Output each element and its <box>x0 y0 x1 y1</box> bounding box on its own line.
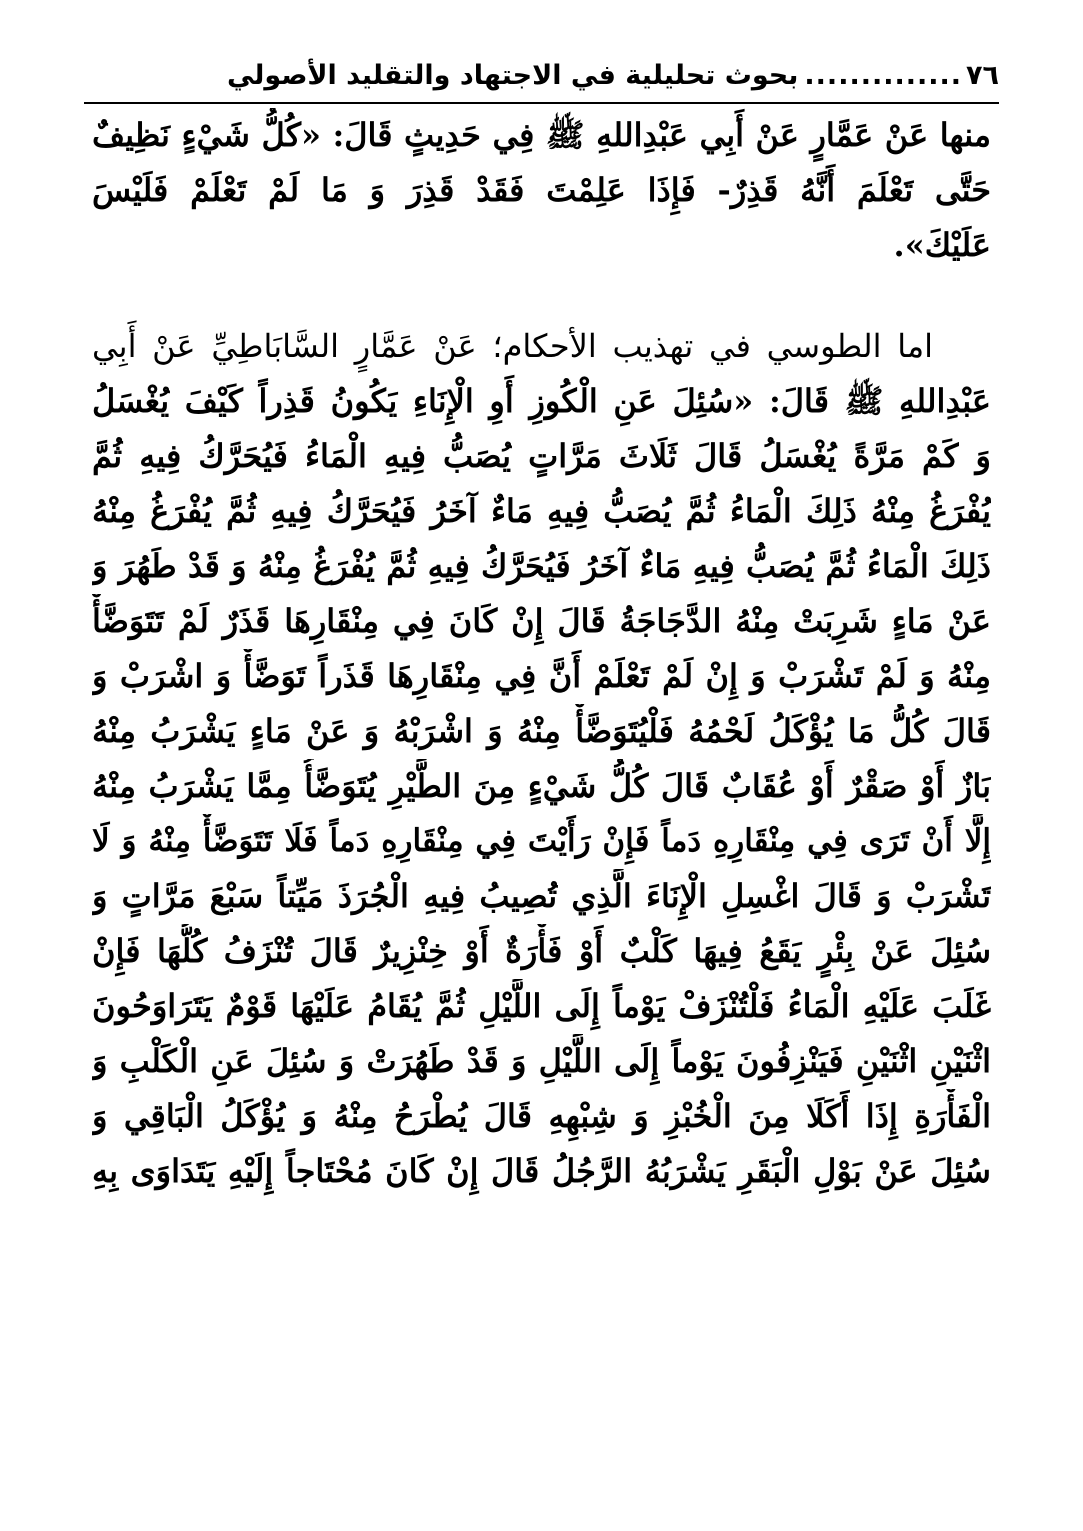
body-text <box>92 108 991 1199</box>
paragraph-2 <box>92 319 991 1199</box>
text-line: اما الطوسي في تهذيب الأحكام؛ عَنْ عَمَّارٍ السَّابَاطِيِّ عَنْ أَبِي <box>92 327 933 365</box>
header-leader-dots: .............. <box>804 59 963 91</box>
text-line: سُئِلَ عَنْ بَوْلِ الْبَقَرِ يَشْرَبُهُ الرَّجُلُ قَالَ إِنْ كَانَ مُحْتَاجاً إِلَيْهِ يَتَدَاوَى بِهِ <box>92 1152 991 1190</box>
text-line: عَلَيْكَ». <box>893 226 991 264</box>
text-line: تَشْرَبْ وَ قَالَ اغْسِلِ الْإِنَاءَ الَّذِي تُصِيبُ فِيهِ الْجُرَذَ مَيِّتاً سَبْعَ مَرَّاتٍ وَ <box>92 877 991 915</box>
running-title: بحوث تحليلية في الاجتهاد والتقليد الأصولي <box>226 59 799 91</box>
paragraph-1 <box>92 108 991 273</box>
page-number: ٧٦ <box>966 59 999 91</box>
text-line: سُئِلَ عَنْ بِئْرٍ يَقَعُ فِيهَا كَلْبٌ أَوْ فَأْرَةٌ أَوْ خِنْزِيرٌ قَالَ تُنْزَفُ كُلُّهَا فَإِنْ <box>92 932 991 970</box>
text-line: الْفَأْرَةِ إِذَا أَكَلَا مِنَ الْخُبْزِ وَ شِبْهِهِ قَالَ يُطْرَحُ مِنْهُ وَ يُؤْكَلُ الْبَاقِي وَ <box>92 1097 991 1135</box>
text-line: إِلَّا أَنْ تَرَى فِي مِنْقَارِهِ دَماً فَإِنْ رَأَيْتَ فِي مِنْقَارِهِ دَماً فَلَا تَتَوَضَّأْ مِنْهُ وَ لَا <box>92 823 991 859</box>
header-rule <box>84 102 999 104</box>
text-line: مِنْهُ وَ لَمْ تَشْرَبْ وَ إِنْ لَمْ تَعْلَمْ أَنَّ فِي مِنْقَارِهَا قَذَراً تَوَضَّأْ وَ اشْرَبْ وَ <box>92 657 991 695</box>
text-line: غَلَبَ عَلَيْهِ الْمَاءُ فَلْتُنْزَفْ يَوْماً إِلَى اللَّيْلِ ثُمَّ يُقَامُ عَلَيْهَا قَوْمٌ يَتَرَاوَحُونَ <box>92 987 991 1025</box>
text-line: بَازٌ أَوْ صَقْرٌ أَوْ عُقَابٌ قَالَ كُلُّ شَيْءٍ مِنَ الطَّيْرِ يُتَوَضَّأُ مِمَّا يَشْرَبُ مِنْهُ <box>92 767 991 805</box>
page-header <box>84 52 999 98</box>
paragraph-gap <box>92 273 991 319</box>
text-line: وَ كَمْ مَرَّةً يُغْسَلُ قَالَ ثَلَاثَ مَرَّاتٍ يُصَبُّ فِيهِ الْمَاءُ فَيُحَرَّكُ فِيهِ ثُمَّ <box>92 437 991 475</box>
text-line: اثْنَيْنِ اثْنَيْنِ فَيَنْزِفُونَ يَوْماً إِلَى اللَّيْلِ وَ قَدْ طَهُرَتْ وَ سُئِلَ عَنِ الْكَلْبِ وَ <box>92 1042 991 1080</box>
text-line: ذَلِكَ الْمَاءُ ثُمَّ يُصَبُّ فِيهِ مَاءٌ آخَرُ فَيُحَرَّكُ فِيهِ ثُمَّ يُفْرَغُ مِنْهُ وَ قَدْ طَهُرَ وَ <box>92 547 991 585</box>
text-line: منها عَنْ عَمَّارٍ عَنْ أَبِي عَبْدِاللهِ ﷺ فِي حَدِيثٍ قَالَ: «كُلُّ شَيْءٍ نَظِيفٌ <box>92 116 991 154</box>
text-line: حَتَّى تَعْلَمَ أَنَّهُ قَذِرٌ- فَإِذَا عَلِمْتَ فَقَدْ قَذِرَ وَ مَا لَمْ تَعْلَمْ فَلَيْسَ <box>92 171 991 209</box>
text-line: يُفْرَغُ مِنْهُ ذَلِكَ الْمَاءُ ثُمَّ يُصَبُّ فِيهِ مَاءٌ آخَرُ فَيُحَرَّكُ فِيهِ ثُمَّ يُفْرَغُ مِنْهُ <box>92 492 991 530</box>
text-line: عَبْدِاللهِ ﷺ قَالَ: «سُئِلَ عَنِ الْكُوزِ أَوِ الْإِنَاءِ يَكُونُ قَذِراً كَيْفَ يُغْسَلُ <box>92 382 991 420</box>
text-line: عَنْ مَاءٍ شَرِبَتْ مِنْهُ الدَّجَاجَةُ قَالَ إِنْ كَانَ فِي مِنْقَارِهَا قَذَرٌ لَمْ تَتَوَضَّأْ <box>92 602 991 640</box>
text-line: قَالَ كُلُّ مَا يُؤْكَلُ لَحْمُهُ فَلْيُتَوَضَّأْ مِنْهُ وَ اشْرَبْهُ وَ عَنْ مَاءٍ يَشْرَبُ مِنْهُ <box>92 712 991 750</box>
